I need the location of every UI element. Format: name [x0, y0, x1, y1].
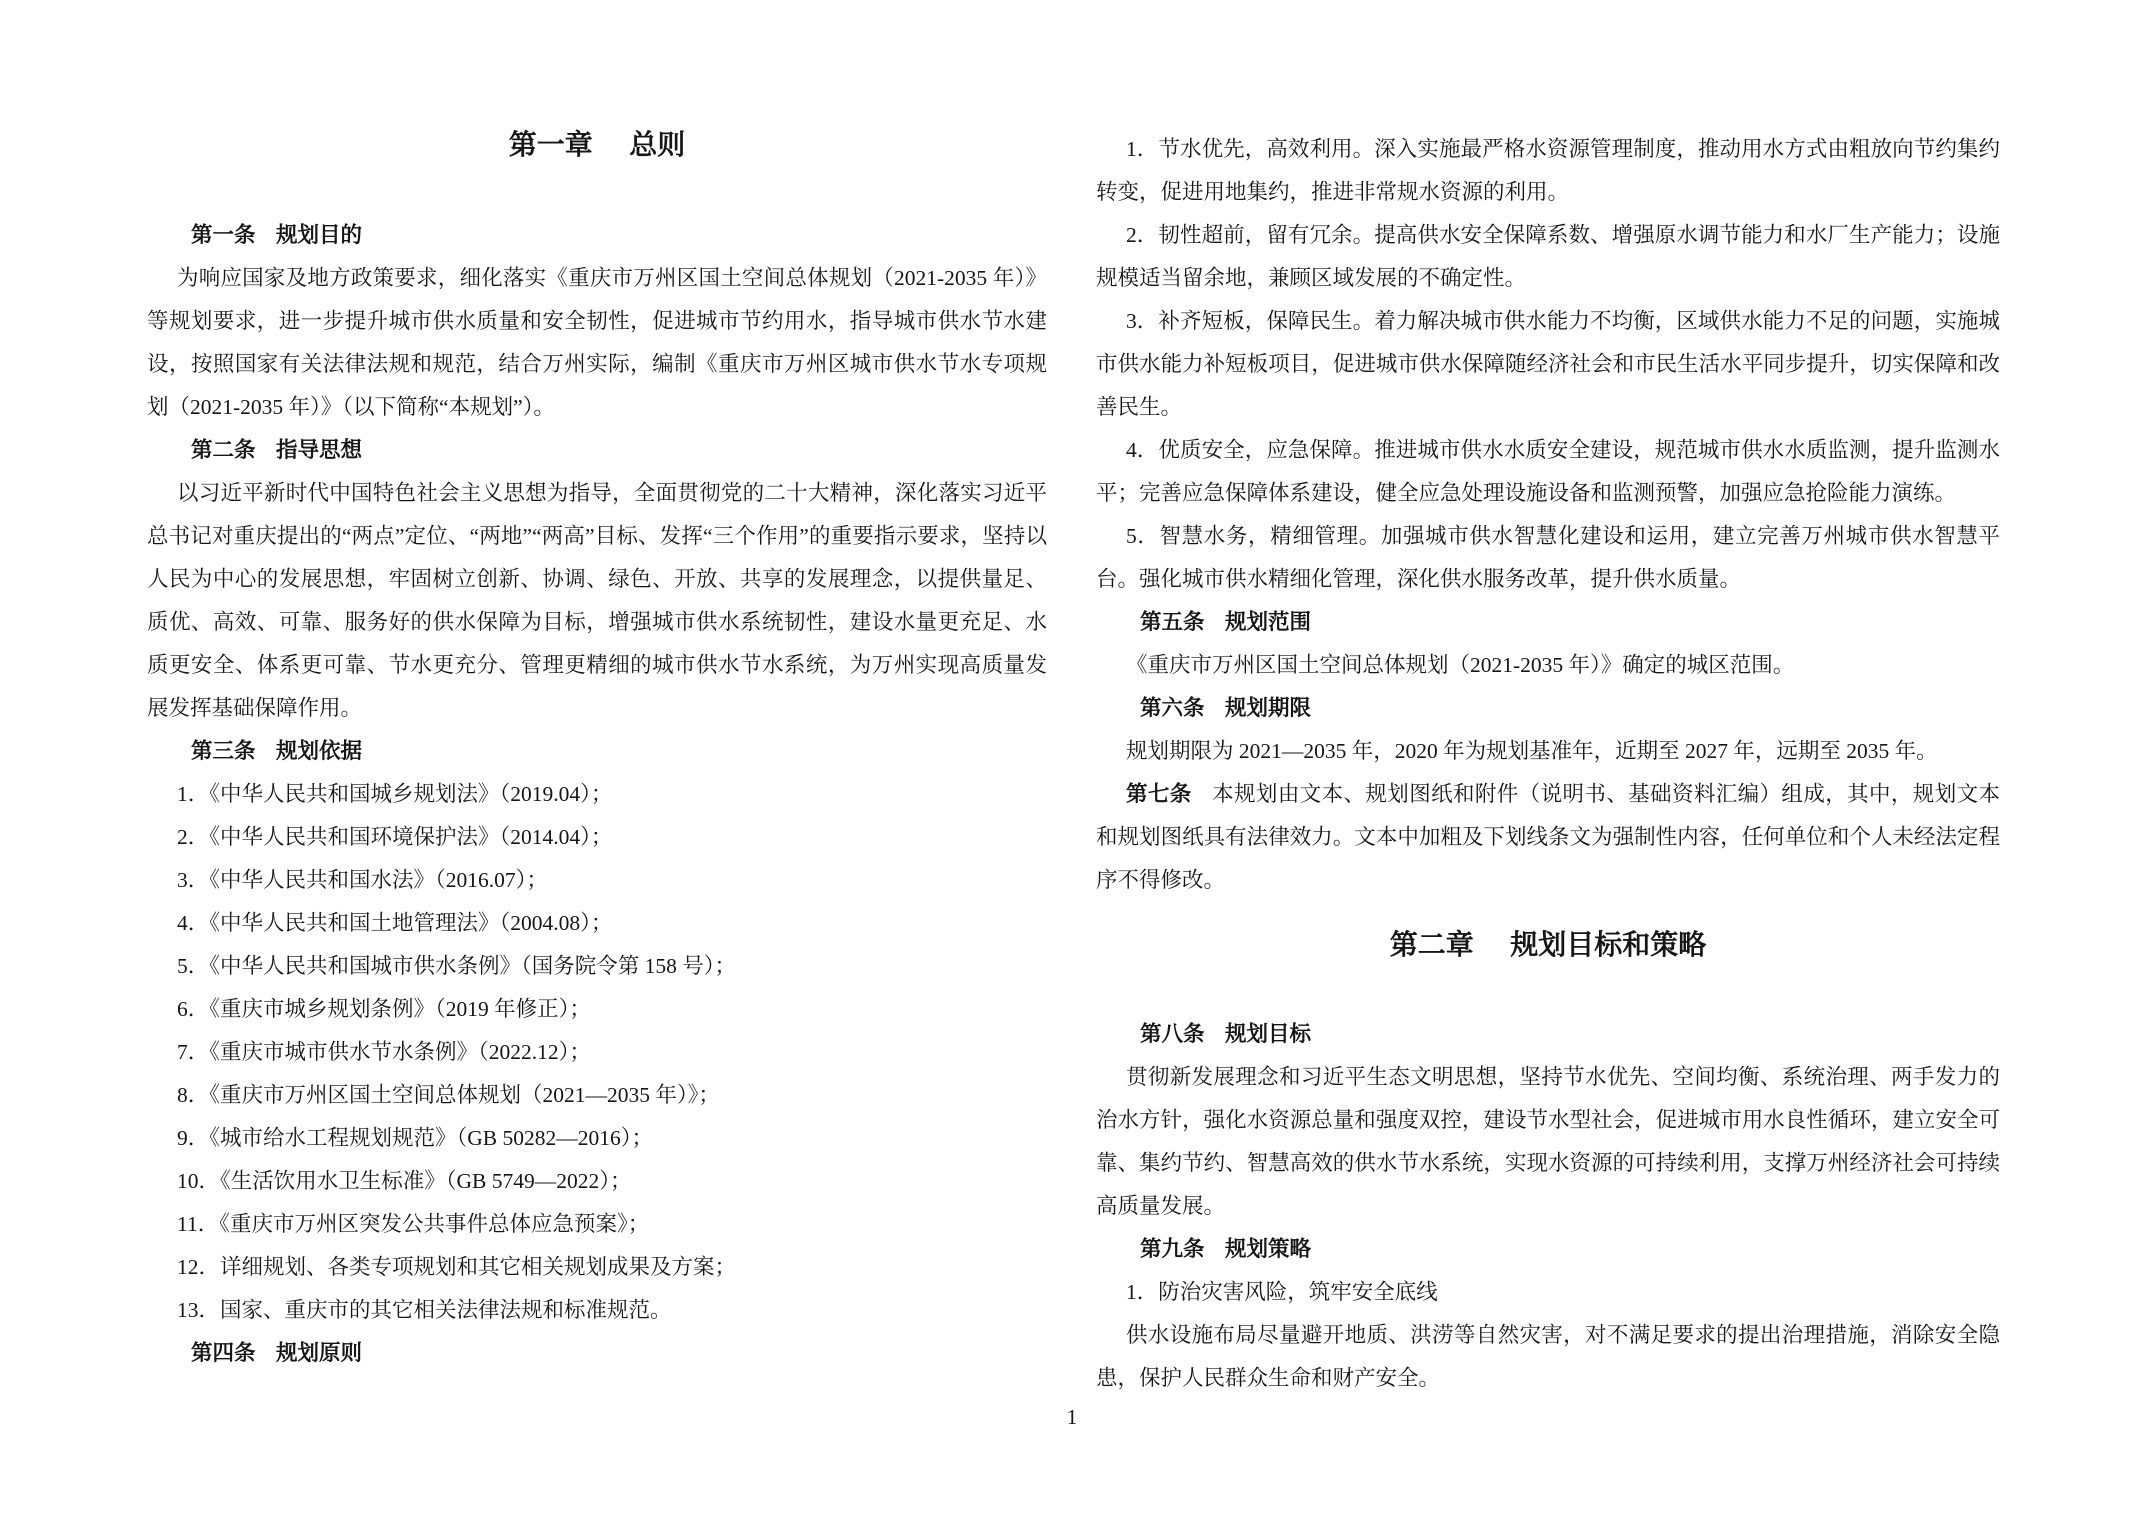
- article-8-heading: [1096, 1013, 2000, 1056]
- basis-item-7: 7．《重庆市城市供水节水条例》（2022.12）；: [177, 1040, 591, 1064]
- article-5-number: 第五条: [1140, 610, 1205, 634]
- left-column: [147, 0, 1047, 1375]
- article-7-number: 第七条: [1126, 782, 1192, 806]
- article-3-title: 规划依据: [275, 739, 362, 763]
- article-8-title: 规划目标: [1224, 1022, 1311, 1046]
- basis-item-1: 1．《中华人民共和国城乡规划法》（2019.04）；: [177, 782, 613, 806]
- strategy-item-1-body: 供水设施布局尽量避开地质、洪涝等自然灾害，对不满足要求的提出治理措施，消除安全隐患，保护人民群众生命和财产安全。: [1096, 1323, 2000, 1390]
- article-7-paragraph: [1096, 773, 2000, 902]
- article-5-title: 规划范围: [1224, 610, 1311, 634]
- article-8-number: 第八条: [1140, 1022, 1205, 1046]
- article-9-number: 第九条: [1140, 1237, 1205, 1261]
- chapter-2-number: 第二章: [1389, 930, 1474, 961]
- article-2-heading: [147, 429, 1047, 472]
- article-2-paragraph: 以习近平新时代中国特色社会主义思想为指导，全面贯彻党的二十大精神，深化落实习近平总书记对重庆提出的“两点”定位、“两地”“两高”目标、发挥“三个作用”的重要指示要求，坚持以人民为中心的发展思想，牢固树立创新、协调、绿色、开放、共享的发展理念，以提供量足、质优、高效、可靠、服务好的供水保障为目标，增强城市供水系统韧性，建设水量更充足、水质更安全、体系更可靠、节水更充分、管理更精细的城市供水节水系统，为万州实现高质量发展发挥基础保障作用。: [147, 481, 1047, 720]
- article-9-heading: [1096, 1228, 2000, 1271]
- basis-item-9: 9．《城市给水工程规划规范》（GB 50282—2016）；: [177, 1126, 653, 1150]
- chapter-1-number: 第一章: [508, 130, 593, 161]
- basis-item-6: 6．《重庆市城乡规划条例》（2019 年修正）；: [177, 997, 591, 1021]
- chapter-1-name: 总则: [629, 130, 686, 161]
- basis-item-10: 10．《生活饮用水卫生标准》（GB 5749—2022）；: [177, 1169, 632, 1193]
- chapter-2-title: [1096, 924, 2000, 967]
- principle-item-3: 3．补齐短板，保障民生。着力解决城市供水能力不均衡，区域供水能力不足的问题，实施城市供水能力补短板项目，促进城市供水保障随经济社会和市民生活水平同步提升，切实保障和改善民生。: [1096, 309, 2000, 419]
- article-6-number: 第六条: [1140, 696, 1205, 720]
- article-1-number: 第一条: [191, 223, 256, 247]
- basis-item-4: 4．《中华人民共和国土地管理法》（2004.08）；: [177, 911, 613, 935]
- basis-item-11: 11．《重庆市万州区突发公共事件总体应急预案》；: [177, 1212, 650, 1236]
- principle-item-1: 1．节水优先，高效利用。深入实施最严格水资源管理制度，推动用水方式由粗放向节约集约转变，促进用地集约，推进非常规水资源的利用。: [1096, 137, 2000, 204]
- basis-item-13: 13．国家、重庆市的其它相关法律法规和标准规范。: [177, 1298, 672, 1322]
- article-2-number: 第二条: [191, 438, 256, 462]
- article-8-paragraph: 贯彻新发展理念和习近平生态文明思想，坚持节水优先、空间均衡、系统治理、两手发力的治水方针，强化水资源总量和强度双控，建设节水型社会，促进城市用水良性循环，建立安全可靠、集约节约、智慧高效的供水节水系统，实现水资源的可持续利用，支撑万州经济社会可持续高质量发展。: [1096, 1065, 2000, 1218]
- article-6-heading: [1096, 687, 2000, 730]
- article-4-title: 规划原则: [275, 1341, 362, 1365]
- article-2-title: 指导思想: [275, 438, 362, 462]
- page-number: 1: [1066, 1405, 1078, 1429]
- chapter-2-name: 规划目标和策略: [1510, 930, 1707, 961]
- basis-item-3: 3．《中华人民共和国水法》（2016.07）；: [177, 868, 548, 892]
- article-5-paragraph: 《重庆市万州区国土空间总体规划（2021-2035 年）》确定的城区范围。: [1126, 653, 1795, 677]
- article-3-number: 第三条: [191, 739, 256, 763]
- article-7-text: 本规划由文本、规划图纸和附件（说明书、基础资料汇编）组成，其中，规划文本和规划图纸具有法律效力。文本中加粗及下划线条文为强制性内容，任何单位和个人未经法定程序不得修改。: [1096, 782, 2000, 892]
- basis-item-2: 2．《中华人民共和国环境保护法》（2014.04）；: [177, 825, 613, 849]
- article-1-paragraph: 为响应国家及地方政策要求，细化落实《重庆市万州区国土空间总体规划（2021-2035 年）》等规划要求，进一步提升城市供水质量和安全韧性，促进城市节约用水，指导城市供水节水建设，按照国家有关法律法规和规范，结合万州实际，编制《重庆市万州区城市供水节水专项规划（2021-2035 年）》（以下简称“本规划”）。: [147, 266, 1047, 419]
- article-4-heading: [147, 1332, 1047, 1375]
- article-3-heading: [147, 730, 1047, 773]
- chapter-1-title: [147, 124, 1047, 167]
- right-column: [1096, 0, 2000, 1400]
- article-9-title: 规划策略: [1224, 1237, 1311, 1261]
- principle-item-5: 5．智慧水务，精细管理。加强城市供水智慧化建设和运用，建立完善万州城市供水智慧平台。强化城市供水精细化管理，深化供水服务改革，提升供水质量。: [1096, 524, 2000, 591]
- article-1-title: 规划目的: [275, 223, 362, 247]
- article-4-number: 第四条: [191, 1341, 256, 1365]
- article-5-heading: [1096, 601, 2000, 644]
- article-6-paragraph: 规划期限为 2021—2035 年，2020 年为规划基准年，近期至 2027 年，远期至 2035 年。: [1126, 739, 1938, 763]
- article-1-heading: [147, 214, 1047, 257]
- basis-item-5: 5．《中华人民共和国城市供水条例》（国务院令第 158 号）；: [177, 954, 737, 978]
- basis-item-12: 12．详细规划、各类专项规划和其它相关规划成果及方案；: [177, 1255, 737, 1279]
- principle-item-2: 2．韧性超前，留有冗余。提高供水安全保障系数、增强原水调节能力和水厂生产能力；设施规模适当留余地，兼顾区域发展的不确定性。: [1096, 223, 2000, 290]
- basis-item-8: 8．《重庆市万州区国土空间总体规划（2021—2035 年）》；: [177, 1083, 720, 1107]
- principle-item-4: 4．优质安全，应急保障。推进城市供水水质安全建设，规范城市供水水质监测，提升监测水平；完善应急保障体系建设，健全应急处理设施设备和监测预警，加强应急抢险能力演练。: [1096, 438, 2000, 505]
- strategy-item-1: 1．防治灾害风险，筑牢安全底线: [1126, 1280, 1438, 1304]
- article-6-title: 规划期限: [1224, 696, 1311, 720]
